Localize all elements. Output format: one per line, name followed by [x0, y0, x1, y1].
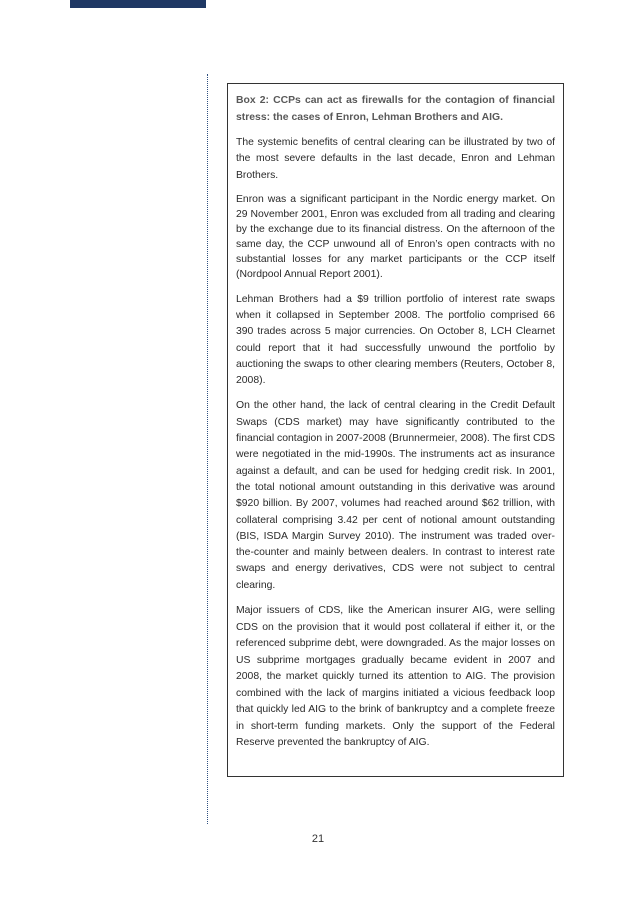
box-paragraph: Lehman Brothers had a $9 trillion portfolio of interest rate swaps when it collapsed in September 2008. The portfolio comprised 66 390 trades across 5 major currencies. On October 8, LCH Clearnet could report that it had successfully unwound the portfolio by auctioning the swaps to other clearing members (Reuters, October 8, 2008). — [236, 293, 555, 387]
margin-rule — [207, 74, 208, 824]
page-number: 21 — [311, 833, 325, 845]
box-2 — [227, 83, 564, 777]
box-paragraph: On the other hand, the lack of central clearing in the Credit Default Swaps (CDS market) may have significantly contributed to the financial contagion in 2007-2008 (Brunnermeier, 2008). The first CDS were negotiated in the mid-1990s. The instruments act as insurance against a default, and can be used for hedging credit risk. In 2001, the total notional amount outstanding in this derivative was around $920 billion. By 2007, volumes had reached around $62 trillion, with collateral comprising 3.42 per cent of notional amount outstanding (BIS, ISDA Margin Survey 2010). The instrument was traded over-the-counter and mainly between dealers. In contrast to interest rate swaps and energy derivatives, CDS were not subject to central clearing. — [236, 400, 555, 591]
box-paragraph: The systemic benefits of central clearing can be illustrated by two of the most severe defaults in the last decade, Enron and Lehman Brothers. — [236, 137, 555, 181]
box-title: Box 2: CCPs can act as firewalls for the contagion of financial stress: the cases of Enron, Lehman Brothers and AIG. — [236, 95, 555, 123]
header-accent-bar — [70, 0, 206, 8]
box-paragraph: Major issuers of CDS, like the American insurer AIG, were selling CDS on the provision that it would post collateral if either it, or the referenced subprime debt, were downgraded. As the major losses on US subprime mortgages gradually became evident in 2007 and 2008, the market quickly turned its attention to AIG. The provision combined with the lack of margins initiated a vicious feedback loop that quickly led AIG to the brink of bankruptcy and a complete freeze in short-term funding markets. Only the support of the Federal Reserve prevented the bankruptcy of AIG. — [236, 605, 555, 748]
box-paragraph: Enron was a significant participant in the Nordic energy market. On 29 November 2001, Enron was excluded from all trading and clearing by the exchange due to its financial distress. On the afternoon of the same day, the CCP unwound all of Enron’s open contracts with no substantial losses for any market participants or the CCP itself (Nordpool Annual Report 2001). — [236, 194, 555, 280]
